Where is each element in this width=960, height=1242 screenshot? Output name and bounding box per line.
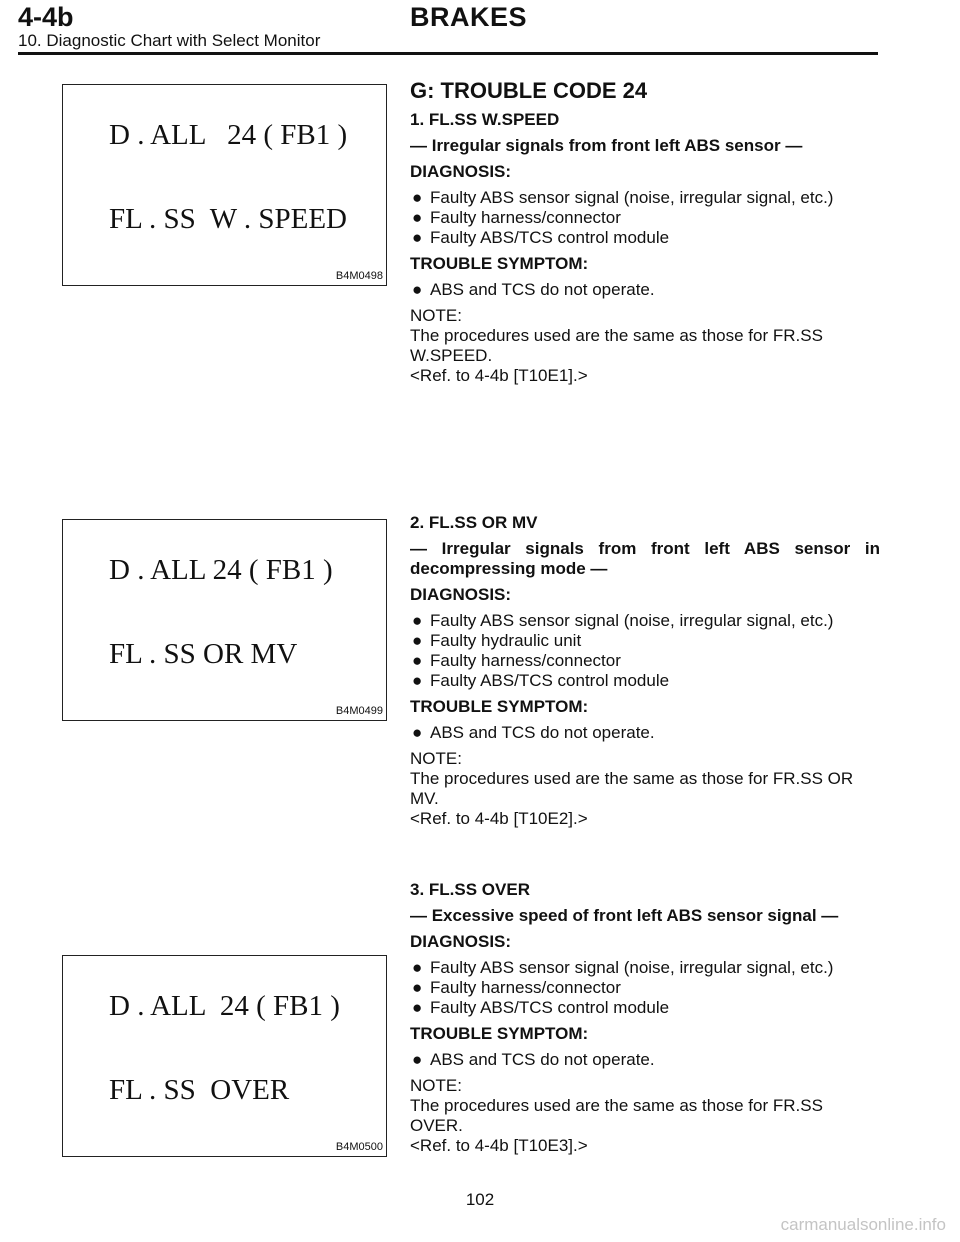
- symptom-list: [410, 280, 880, 300]
- item-heading: 2. FL.SS OR MV: [410, 513, 538, 532]
- list-item: [410, 651, 880, 671]
- diagnosis-list: [410, 611, 880, 691]
- list-item: [410, 1050, 880, 1070]
- symptom-label: TROUBLE SYMPTOM:: [410, 254, 589, 273]
- list-item: [410, 978, 880, 998]
- bullet-icon: ●: [412, 998, 423, 1017]
- diagnosis-label: DIAGNOSIS:: [410, 932, 512, 951]
- header-rule: [18, 52, 878, 55]
- list-item: [410, 998, 880, 1018]
- diagnosis-label: DIAGNOSIS:: [410, 585, 512, 604]
- reference-link[interactable]: <Ref. to 4-4b [T10E2].>: [410, 809, 588, 828]
- monitor-line-2: FL . SS OR MV: [109, 638, 298, 670]
- bullet-icon: ●: [412, 280, 423, 299]
- figure-id: B4M0500: [335, 1141, 383, 1153]
- list-item: [410, 228, 880, 248]
- trouble-code-block-3: [410, 880, 880, 1156]
- note-text: The procedures used are the same as those for FR.SS OR MV.: [410, 769, 854, 808]
- select-monitor-screen-2: [62, 519, 387, 721]
- list-item-text: Faulty harness/connector: [430, 208, 621, 227]
- symptom-list: [410, 1050, 880, 1070]
- reference-link[interactable]: <Ref. to 4-4b [T10E3].>: [410, 1136, 588, 1155]
- note-text: The procedures used are the same as those for FR.SS OVER.: [410, 1096, 823, 1135]
- item-subheading: — Irregular signals from front left ABS sensor in decompressing mode —: [410, 539, 880, 578]
- bullet-icon: ●: [412, 651, 423, 670]
- list-item-text: Faulty harness/connector: [430, 978, 621, 997]
- list-item-text: Faulty ABS/TCS control module: [430, 671, 670, 690]
- bullet-icon: ●: [412, 978, 423, 997]
- note-text: The procedures used are the same as those for FR.SS W.SPEED.: [410, 326, 823, 365]
- list-item: [410, 208, 880, 228]
- list-item: [410, 280, 880, 300]
- diagnosis-label: DIAGNOSIS:: [410, 162, 512, 181]
- bullet-icon: ●: [412, 958, 423, 977]
- select-monitor-screen-3: [62, 955, 387, 1157]
- figure-id: B4M0499: [335, 705, 383, 717]
- bullet-icon: ●: [412, 671, 423, 690]
- watermark[interactable]: carmanualsonline.info: [780, 1215, 946, 1234]
- reference-link[interactable]: <Ref. to 4-4b [T10E1].>: [410, 366, 588, 385]
- list-item: [410, 723, 880, 743]
- section-title: G: TROUBLE CODE 24: [410, 78, 648, 103]
- trouble-code-block-1: [410, 78, 880, 386]
- page-title: BRAKES: [410, 2, 528, 32]
- item-heading: 1. FL.SS W.SPEED: [410, 110, 560, 129]
- bullet-icon: ●: [412, 611, 423, 630]
- symptom-label: TROUBLE SYMPTOM:: [410, 1024, 589, 1043]
- item-subheading: — Irregular signals from front left ABS sensor —: [410, 136, 803, 155]
- list-item-text: Faulty ABS sensor signal (noise, irregular signal, etc.): [430, 611, 834, 630]
- list-item-text: ABS and TCS do not operate.: [430, 723, 655, 742]
- list-item: [410, 631, 880, 651]
- list-item-text: ABS and TCS do not operate.: [430, 280, 655, 299]
- item-subheading: — Excessive speed of front left ABS sensor signal —: [410, 906, 839, 925]
- item-heading: 3. FL.SS OVER: [410, 880, 530, 899]
- list-item-text: Faulty ABS sensor signal (noise, irregular signal, etc.): [430, 188, 834, 207]
- note-label: NOTE:: [410, 1076, 462, 1095]
- bullet-icon: ●: [412, 208, 423, 227]
- list-item: [410, 671, 880, 691]
- monitor-line-1: D . ALL 24 ( FB1 ): [109, 990, 340, 1022]
- symptom-label: TROUBLE SYMPTOM:: [410, 697, 589, 716]
- monitor-line-2: FL . SS OVER: [109, 1074, 290, 1106]
- diagnosis-list: [410, 188, 880, 248]
- list-item-text: Faulty ABS/TCS control module: [430, 998, 670, 1017]
- select-monitor-screen-1: [62, 84, 387, 286]
- list-item-text: Faulty ABS sensor signal (noise, irregular signal, etc.): [430, 958, 834, 977]
- note-label: NOTE:: [410, 306, 462, 325]
- list-item-text: ABS and TCS do not operate.: [430, 1050, 655, 1069]
- bullet-icon: ●: [412, 1050, 423, 1069]
- figure-id: B4M0498: [335, 270, 383, 282]
- monitor-line-1: D . ALL 24 ( FB1 ): [109, 119, 348, 151]
- trouble-code-block-2: [410, 513, 880, 829]
- page-number: 102: [465, 1190, 495, 1209]
- bullet-icon: ●: [412, 723, 423, 742]
- list-item: [410, 611, 880, 631]
- list-item-text: Faulty ABS/TCS control module: [430, 228, 670, 247]
- list-item-text: Faulty harness/connector: [430, 651, 621, 670]
- list-item: [410, 188, 880, 208]
- note-label: NOTE:: [410, 749, 462, 768]
- bullet-icon: ●: [412, 631, 423, 650]
- bullet-icon: ●: [412, 228, 423, 247]
- symptom-list: [410, 723, 880, 743]
- diagnosis-list: [410, 958, 880, 1018]
- monitor-line-1: D . ALL 24 ( FB1 ): [109, 554, 333, 586]
- list-item: [410, 958, 880, 978]
- bullet-icon: ●: [412, 188, 423, 207]
- list-item-text: Faulty hydraulic unit: [430, 631, 582, 650]
- section-number: 4-4b: [18, 2, 74, 32]
- monitor-line-2: FL . SS W . SPEED: [109, 203, 347, 235]
- page-subtitle: 10. Diagnostic Chart with Select Monitor: [18, 31, 321, 50]
